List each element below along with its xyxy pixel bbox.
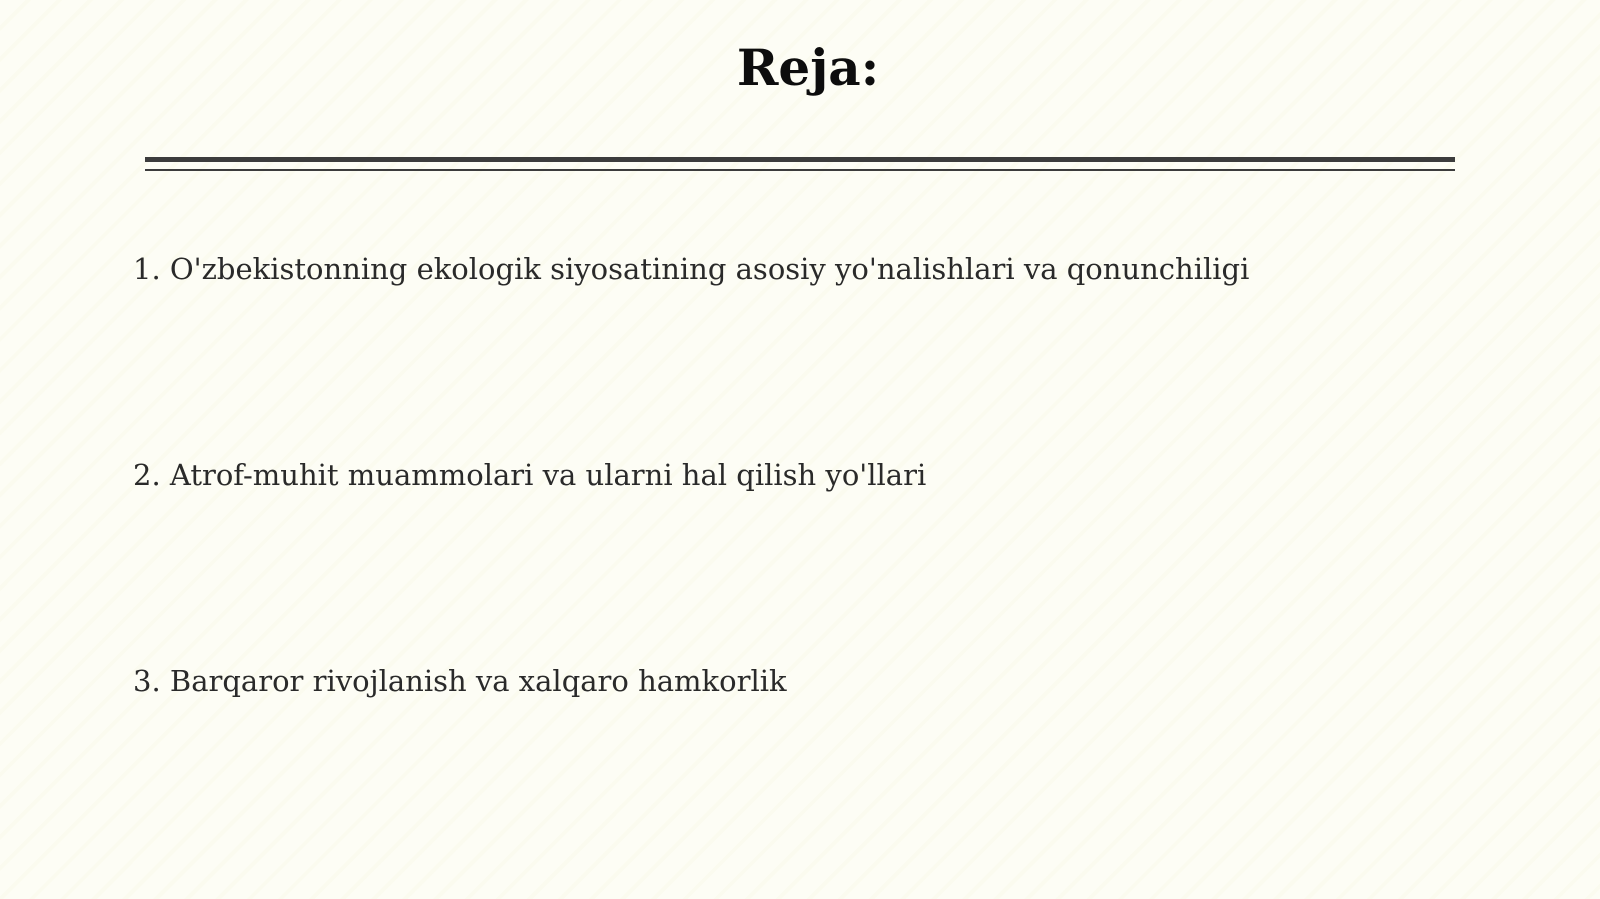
plan-item-text: O'zbekistonning ekologik siyosatining asosiy yo'nalishlari va qonunchiligi <box>169 252 1250 286</box>
plan-item-text: Barqaror rivojlanish va xalqaro hamkorlik <box>169 664 787 698</box>
plan-item <box>133 458 926 493</box>
slide-title: Reja: <box>736 38 880 97</box>
plan-item-number: 2. <box>133 458 161 492</box>
plan-item-number: 1. <box>133 252 161 286</box>
plan-item <box>133 664 787 699</box>
plan-item-text: Atrof-muhit muammolari va ularni hal qilish yo'llari <box>169 458 927 492</box>
plan-item <box>133 252 1249 287</box>
plan-item-number: 3. <box>133 664 161 698</box>
title-divider-thick <box>145 157 1455 162</box>
title-divider-thin <box>145 169 1455 171</box>
